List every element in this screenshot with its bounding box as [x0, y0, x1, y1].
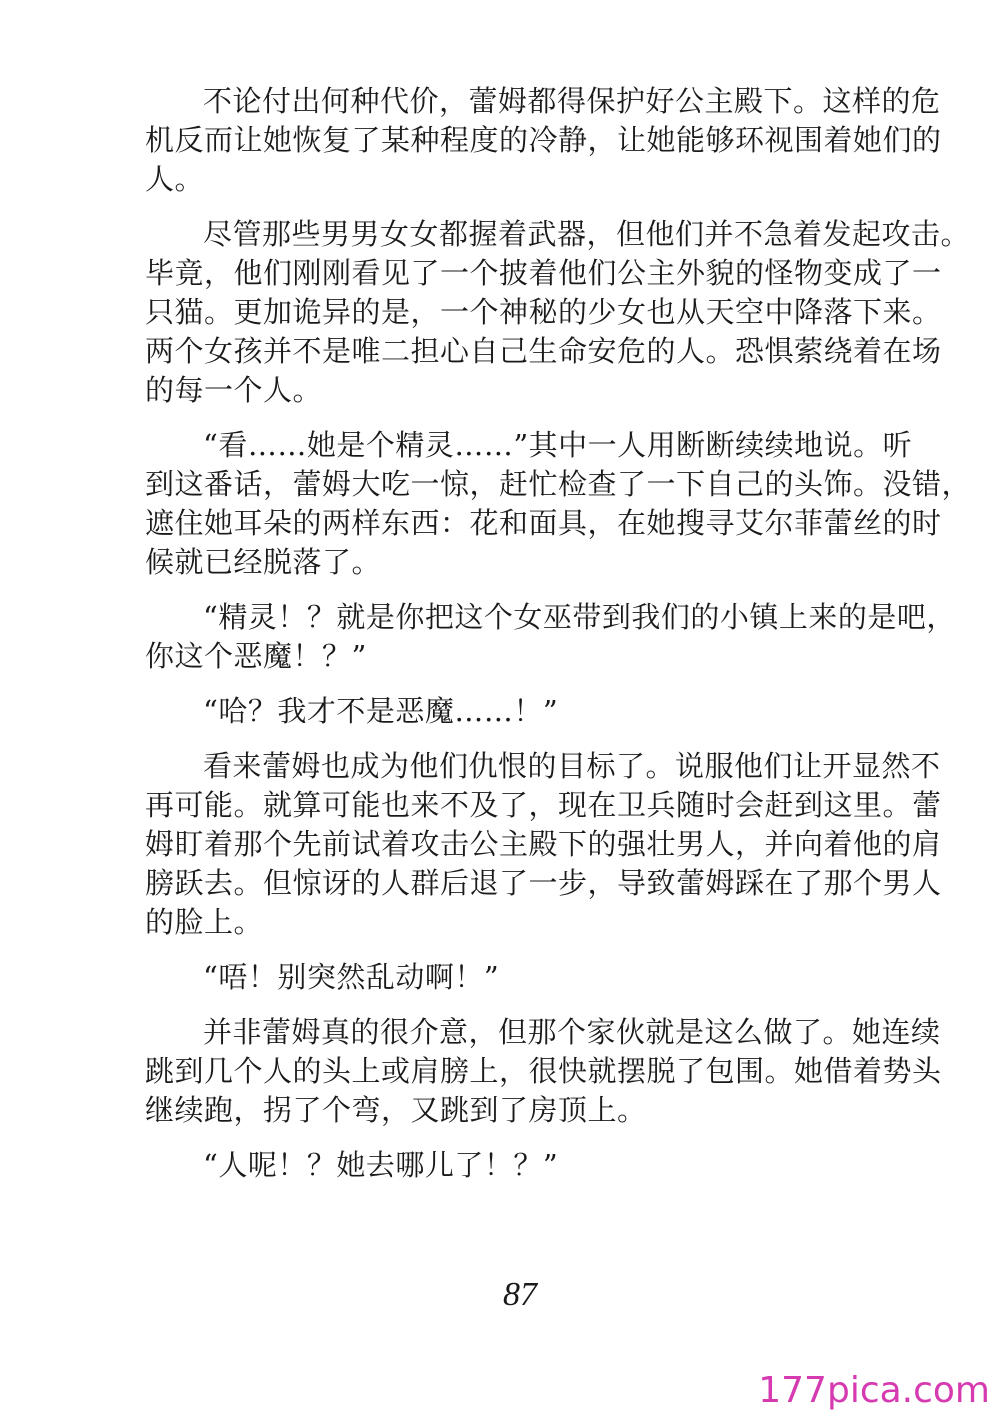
- page-number: 87: [503, 1276, 537, 1313]
- text-line: 不论付出何种代价，蕾姆都得保护好公主殿下。这样的危: [203, 84, 941, 118]
- text-line: 你这个恶魔！？”: [145, 639, 367, 673]
- watermark: 177pica.com: [758, 1370, 990, 1411]
- paragraph: [145, 958, 925, 997]
- text-line: 毕竟，他们刚刚看见了一个披着他们公主外貌的怪物变成了一: [145, 256, 942, 290]
- body-text: [145, 82, 972, 1201]
- text-line: 继续跑，拐了个弯，又跳到了房顶上。: [145, 1093, 647, 1127]
- text-line: 的每一个人。: [145, 373, 323, 407]
- text-line: “哈？我才不是恶魔……！”: [203, 694, 559, 728]
- text-line: 并非蕾姆真的很介意，但那个家伙就是这么做了。她连续: [203, 1015, 941, 1049]
- text-line: 跳到几个人的头上或肩膀上，很快就摆脱了包围。她借着势头: [145, 1054, 942, 1088]
- paragraph: [145, 1146, 925, 1185]
- paragraph: [145, 1013, 942, 1130]
- paragraph: [145, 747, 942, 942]
- text-line: 机反而让她恢复了某种程度的冷静，让她能够环视围着她们的: [145, 123, 942, 157]
- paragraph: [145, 82, 942, 199]
- text-line: 看来蕾姆也成为他们仇恨的目标了。说服他们让开显然不: [203, 749, 941, 783]
- paragraph: [145, 426, 972, 582]
- text-line: “人呢！？她去哪儿了！？”: [203, 1148, 559, 1182]
- text-line: 两个女孩并不是唯二担心自己生命安危的人。恐惧萦绕着在场: [145, 334, 942, 368]
- text-line: 人。: [145, 162, 205, 196]
- text-line: 只猫。更加诡异的是，一个神秘的少女也从天空中降落下来。: [145, 295, 942, 329]
- text-line: “精灵！？就是你把这个女巫带到我们的小镇上来的是吧，: [203, 600, 956, 634]
- paragraph: [145, 598, 956, 676]
- text-line: 候就已经脱落了。: [145, 545, 382, 579]
- text-line: 的脸上。: [145, 905, 264, 939]
- text-line: 到这番话，蕾姆大吃一惊，赶忙检查了一下自己的头饰。没错，: [145, 467, 972, 501]
- text-line: “唔！别突然乱动啊！”: [203, 960, 500, 994]
- paragraph: [145, 215, 971, 410]
- paragraph: [145, 692, 925, 731]
- text-line: “看……她是个精灵……”其中一人用断断续续地说。听: [203, 428, 913, 462]
- text-line: 再可能。就算可能也来不及了，现在卫兵随时会赶到这里。蕾: [145, 788, 942, 822]
- text-line: 膀跃去。但惊讶的人群后退了一步，导致蕾姆踩在了那个男人: [145, 866, 942, 900]
- text-line: 尽管那些男男女女都握着武器，但他们并不急着发起攻击。: [203, 217, 971, 251]
- text-line: 姆盯着那个先前试着攻击公主殿下的强壮男人，并向着他的肩: [145, 827, 942, 861]
- text-line: 遮住她耳朵的两样东西：花和面具，在她搜寻艾尔菲蕾丝的时: [145, 506, 942, 540]
